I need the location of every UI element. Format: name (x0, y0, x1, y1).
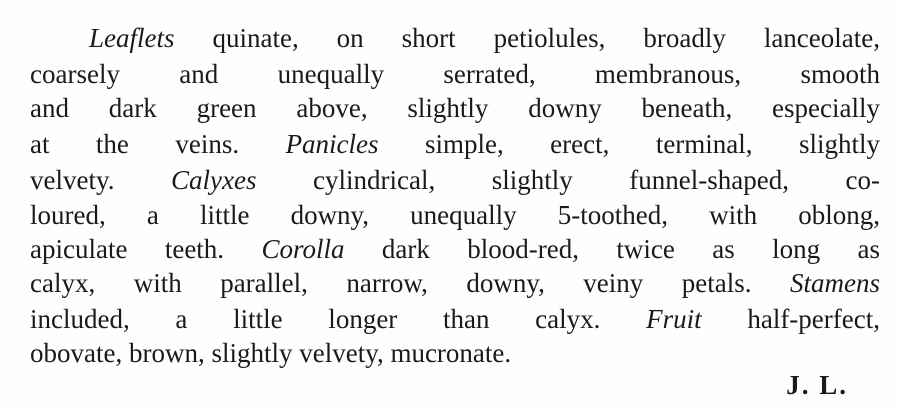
term-fruit: Fruit (646, 304, 702, 334)
text-line-5 (30, 164, 880, 197)
corolla-text: dark blood-red, twice as long as (344, 234, 880, 264)
term-panicles: Panicles (285, 129, 379, 159)
term-stamens: Stamens (790, 268, 880, 298)
text-line-1 (89, 22, 880, 55)
author-signature: J. L. (786, 370, 848, 400)
stamens-text: included, a little longer than calyx. (30, 304, 647, 334)
corolla-text-end: calyx, with parallel, narrow, downy, veiny petals. (30, 268, 790, 298)
panicles-text: simple, erect, terminal, slightly (378, 129, 881, 159)
text-line-3: and dark green above, slightly downy beneath, especially (30, 93, 880, 123)
text-line-10: obovate, brown, slightly velvety, mucronate. (30, 338, 512, 368)
text-line-9 (30, 303, 880, 336)
term-corolla: Corolla (261, 234, 345, 264)
calyxes-text-end: apiculate teeth. (30, 234, 262, 264)
panicles-text-end: velvety. (30, 165, 171, 195)
leaflets-text-end: at the veins. (30, 129, 286, 159)
text-line-6: loured, a little downy, unequally 5-toothed, with oblong, (30, 200, 880, 230)
text-line-2: coarsely and unequally serrated, membranous, smooth (30, 59, 880, 89)
fruit-text: half-perfect, (701, 304, 880, 334)
text-line-8 (30, 267, 880, 300)
leaflets-text: quinate, on short petiolules, broadly lanceolate, (174, 23, 880, 53)
text-line-7 (30, 233, 880, 266)
term-leaflets: Leaflets (89, 23, 175, 53)
term-calyxes: Calyxes (171, 165, 257, 195)
text-line-4 (30, 128, 880, 161)
calyxes-text: cylindrical, slightly funnel-shaped, co- (256, 165, 880, 195)
